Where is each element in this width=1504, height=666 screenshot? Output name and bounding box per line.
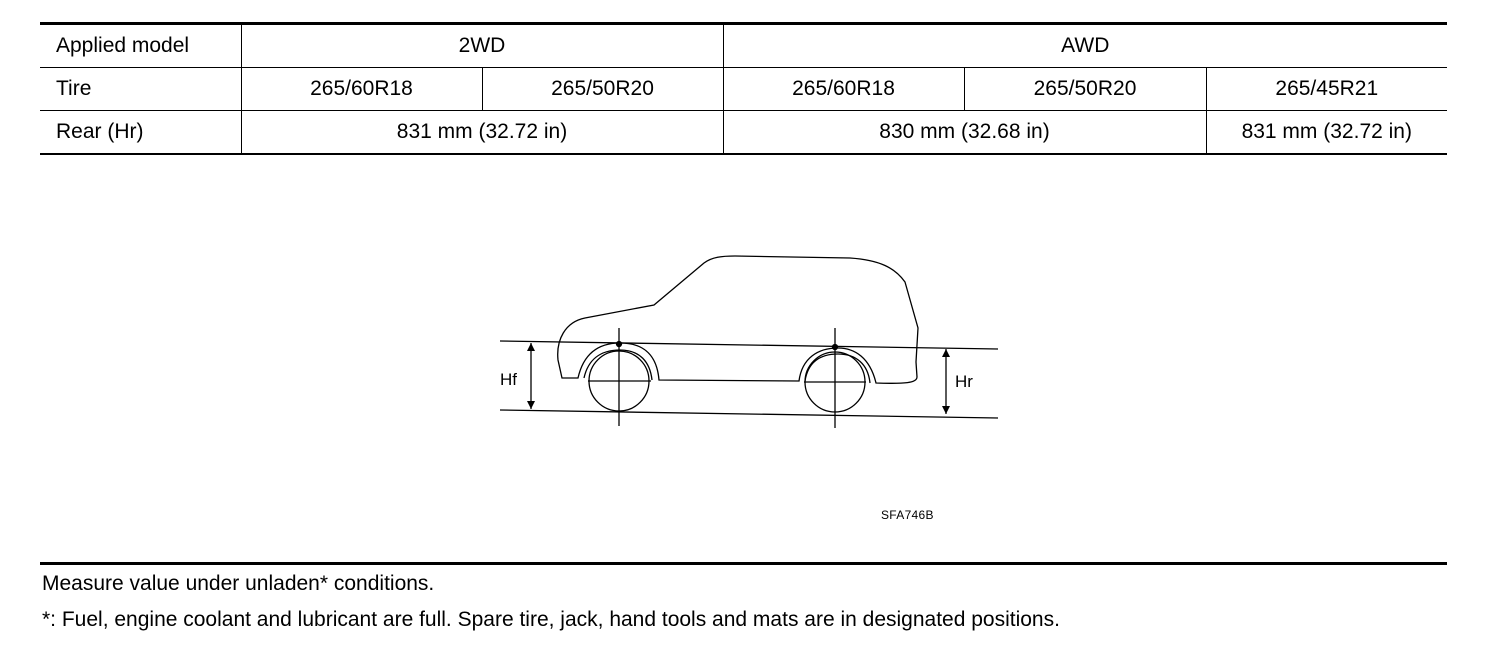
hr-label: Hr	[955, 372, 973, 391]
tire-cell: 265/45R21	[1206, 68, 1447, 111]
rear-value-awd-21: 831 mm (32.72 in)	[1206, 111, 1447, 155]
note-unladen: Measure value under unladen* conditions.	[42, 572, 435, 595]
rear-label: Rear (Hr)	[40, 111, 241, 155]
front-mark	[617, 342, 622, 347]
section-divider	[40, 562, 1447, 565]
applied-model-label: Applied model	[40, 24, 241, 68]
rear-value-awd: 830 mm (32.68 in)	[723, 111, 1206, 155]
spec-table	[40, 22, 1447, 155]
rear-value-2wd: 831 mm (32.72 in)	[241, 111, 723, 155]
reference-line	[500, 341, 998, 349]
rear-mark	[833, 345, 838, 350]
tire-cell: 265/60R18	[723, 68, 964, 111]
tire-cell: 265/50R20	[964, 68, 1206, 111]
rear-wheel-arch	[805, 354, 870, 383]
hf-label: Hf	[500, 370, 517, 389]
table-row-header	[40, 24, 1447, 68]
group-awd-header: AWD	[723, 24, 1447, 68]
vehicle-body	[558, 256, 918, 383]
tire-cell: 265/60R18	[241, 68, 482, 111]
table-row-tire	[40, 68, 1447, 111]
ride-height-diagram	[480, 238, 1020, 438]
tire-label: Tire	[40, 68, 241, 111]
table-row-rear	[40, 111, 1447, 155]
group-2wd-header: 2WD	[241, 24, 723, 68]
figure-code: SFA746B	[881, 508, 934, 522]
note-footnote: *: Fuel, engine coolant and lubricant are full. Spare tire, jack, hand tools and mats are in designated positions.	[42, 608, 1060, 631]
ground-line	[500, 410, 998, 418]
tire-cell: 265/50R20	[482, 68, 723, 111]
